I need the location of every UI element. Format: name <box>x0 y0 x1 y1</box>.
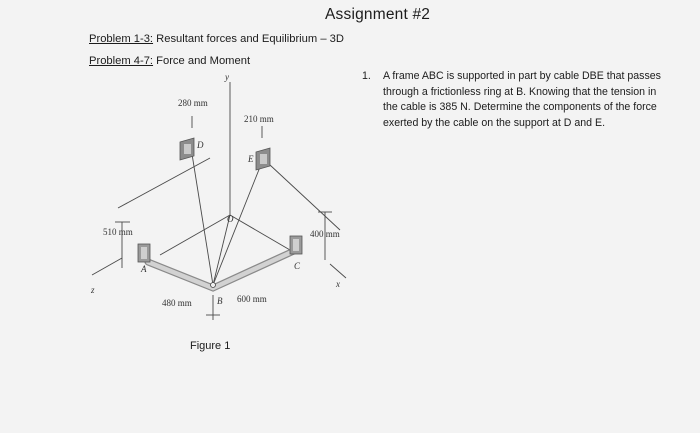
point-e-label: E <box>248 154 254 164</box>
page-title: Assignment #2 <box>325 6 431 23</box>
axis-y-label: y <box>225 72 229 82</box>
cable-db <box>192 154 213 285</box>
dim-510-label: 510 mm <box>103 227 133 237</box>
figure-caption: Figure 1 <box>190 340 231 352</box>
question-number: 1. <box>362 70 371 82</box>
frame-abc <box>148 250 296 288</box>
point-o-label: O <box>227 214 234 224</box>
support-d <box>180 138 194 160</box>
problem-1-3-label: Problem 1-3: <box>89 33 154 45</box>
z-axis-line <box>92 258 122 275</box>
dim-210-label: 210 mm <box>244 114 274 124</box>
point-d-label: D <box>197 140 204 150</box>
dim-400-label: 400 mm <box>310 229 340 239</box>
dim-600-label: 600 mm <box>237 294 267 304</box>
point-a-label: A <box>141 264 147 274</box>
support-c <box>290 236 302 254</box>
dim-480-label: 480 mm <box>162 298 192 308</box>
axis-x-label: x <box>336 279 340 289</box>
dim-280-label: 280 mm <box>178 98 208 108</box>
x-axis-arrow <box>330 264 346 278</box>
question-text: A frame ABC is supported in part by cable DBE that passes through a frictionless ring at B. Knowing that the tension in the cable is 385 N. Determine the components of the force exerted by the cable on the support at D and E. <box>383 70 661 129</box>
ring-b <box>211 283 216 288</box>
floor-line-left <box>160 215 230 255</box>
point-b-label: B <box>217 296 223 306</box>
support-a <box>138 244 150 262</box>
problem-1-3-topic: Resultant forces and Equilibrium – 3D <box>153 33 344 45</box>
axis-z-label: z <box>91 285 95 295</box>
diagonal-ob <box>213 215 230 285</box>
problem-4-7-topic: Force and Moment <box>153 55 251 67</box>
point-c-label: C <box>294 261 301 271</box>
support-e <box>256 148 270 170</box>
problem-4-7-label: Problem 4-7: <box>89 55 154 67</box>
x-axis-guide <box>270 165 340 230</box>
